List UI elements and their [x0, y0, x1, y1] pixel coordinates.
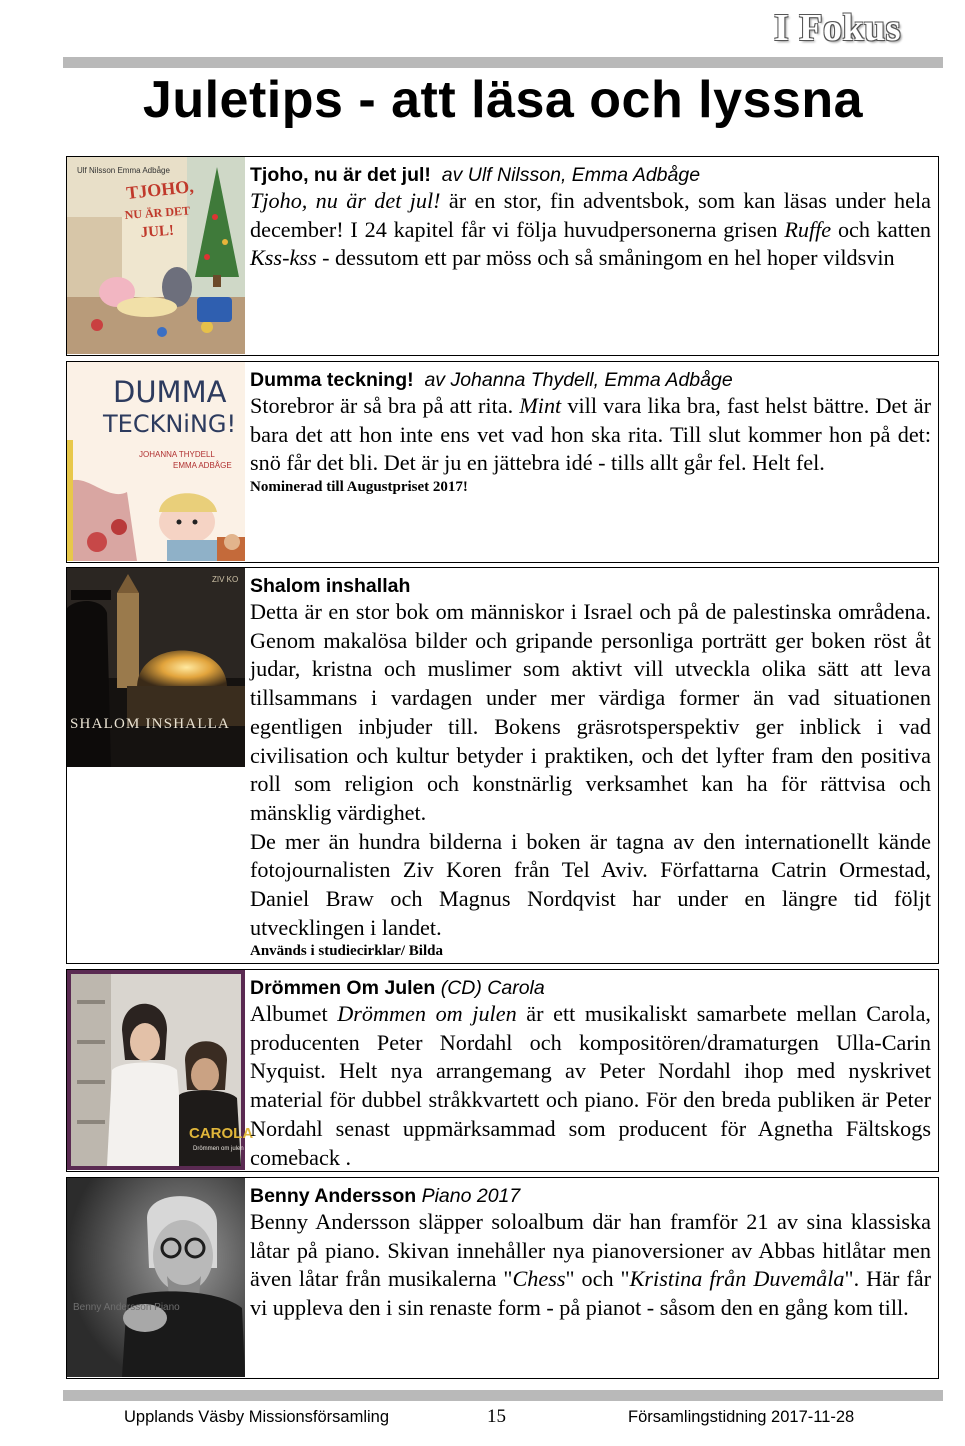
item-title: Drömmen Om Julen	[250, 977, 436, 999]
svg-text:TJOHO,: TJOHO,	[125, 176, 195, 203]
item-title: Shalom inshallah	[250, 575, 411, 597]
text-run: är ett musikaliskt samarbete mellan Carola, producenten Peter Nordahl och kompositören/dramaturgen Ulla-Carin Nyquist. Helt nya arrangemang av Peter Nordahl ihop med nyskrivet material för dubbel stråkkvartett och piano. För den breda publiken är Peter Nordahl senast uppmärksammad som producent för Agnetha Fältskogs comeback .	[250, 1001, 931, 1170]
item-content	[250, 163, 931, 273]
item-heading	[250, 163, 931, 187]
text-run: Benny Andersson släpper soloalbum där han framför 21 av sina klassiska låtar på piano. Skivan innehåller nya pianoversioner av Abbas hitlåtar men även låtar från musikalerna "	[250, 1209, 931, 1292]
page-title: Juletips - att läsa och lyssna	[142, 71, 864, 129]
item-body	[250, 1000, 931, 1172]
item-card	[66, 1177, 939, 1379]
top-rule	[63, 57, 943, 68]
page-number: 15	[487, 1406, 506, 1427]
item-heading	[250, 368, 931, 392]
item-card	[66, 156, 939, 356]
text-run: De mer än hundra bilderna i boken är tagna av den internationellt kände fotojournalisten Ziv Koren från Tel Aviv. Författarna Catrin Ormestad, Daniel Braw och Magnus Nordqvist har under en längre tid följt utvecklingen i landet.	[250, 828, 931, 940]
cover-authors-line2: EMMA ADBÅGE	[173, 461, 232, 470]
book-cover-image	[67, 362, 245, 561]
cover-title-text: SHALOM INSHALLA	[70, 716, 231, 732]
item-content	[250, 574, 931, 960]
emphasized-text: Chess	[512, 1266, 566, 1292]
item-byline: av Johanna Thydell, Emma Adbåge	[424, 369, 733, 391]
item-title: Benny Andersson	[250, 1185, 417, 1207]
album-cover-image	[67, 970, 254, 1170]
text-run: vill vara lika bra, fast helst bättre. Det är bara det att hon inte ens vet vad hon ska rita. Till slut kommer hon på det: snö får det bli. Det är ju en jättebra idé - tills allt går fel. Helt fel.	[250, 393, 931, 476]
emphasized-text: Kristina från Duvemåla	[629, 1266, 845, 1292]
text-run: Detta är en stor bok om människor i Israel och på de palestinska områdena. Genom makalösa bilder och gripande personliga porträtt ger boken röst åt judar, kristna och muslimer som aktivt vill utveckla olika sätt att leva tillsammans i vardagen under mer värdiga former än vad situationen egentligen inbjuder till. Bokens gräsrotsperspektiv ger inblick i vad civilisation och kultur betyder i praktiken, och det lyfter fram den positiva roll som religion och konstnärlig verksamhet kan ha för rättvisa och mänsklig värdighet.	[250, 599, 931, 825]
album-cover-image	[67, 1178, 245, 1377]
emphasized-text: Mint	[519, 393, 562, 418]
text-run: - dessutom ett par möss och så småningom en hel hoper vildsvin	[316, 245, 895, 271]
item-title: Tjoho, nu är det jul!	[250, 164, 431, 186]
text-run: Storebror är så bra på att rita.	[250, 393, 520, 418]
footer-left: Upplands Väsby Missionsförsamling	[124, 1408, 390, 1426]
emphasized-text: Drömmen om julen	[337, 1001, 517, 1026]
item-body	[250, 1208, 931, 1323]
item-note: Nominerad till Augustpriset 2017!	[250, 479, 468, 496]
item-card	[66, 361, 939, 563]
emphasized-text: Kss-kss	[250, 245, 317, 271]
emphasized-text: Tjoho, nu är det jul!	[250, 188, 441, 213]
item-body	[250, 392, 931, 478]
item-body	[250, 598, 931, 828]
item-byline: (CD) Carola	[440, 977, 545, 999]
item-heading	[250, 976, 931, 1000]
item-content	[250, 1184, 931, 1323]
cover-subtitle-text: Drömmen om julen	[193, 1146, 244, 1152]
item-content	[250, 368, 931, 496]
item-note: Används i studiecirklar/ Bilda	[250, 943, 443, 960]
book-cover-image	[67, 157, 245, 354]
cover-top-text: ZIV KO	[212, 575, 239, 584]
book-cover-image	[67, 568, 245, 767]
item-content	[250, 976, 931, 1172]
item-heading	[250, 1184, 931, 1208]
text-run: " och "	[565, 1266, 630, 1292]
text-run: ". Här får vi uppleva den i sin renaste form - på pianot - såsom den en gång kom till.	[250, 1266, 931, 1321]
cover-title-text: CAROLA	[189, 1125, 254, 1142]
item-body	[250, 187, 931, 273]
cover-authors-line1: JOHANNA THYDELL	[139, 450, 215, 459]
cover-author-text: Ulf Nilsson Emma Adbåge	[77, 166, 170, 175]
text-run: och katten	[831, 216, 932, 242]
item-body-continued	[250, 828, 931, 943]
cover-title-line1: DUMMA	[113, 375, 227, 409]
item-title: Dumma teckning!	[250, 369, 414, 391]
emphasized-text: Ruffe	[784, 216, 832, 242]
item-byline: av Ulf Nilsson, Emma Adbåge	[441, 164, 701, 186]
svg-text:NU ÄR DET: NU ÄR DET	[124, 203, 191, 222]
section-tag: I Fokus	[773, 7, 901, 49]
item-byline: Piano 2017	[421, 1185, 521, 1207]
item-card	[66, 567, 939, 964]
item-card	[66, 969, 939, 1172]
text-run: Albumet	[250, 1001, 338, 1026]
bottom-rule	[63, 1390, 943, 1401]
svg-text:JUL!: JUL!	[140, 222, 175, 241]
text-run: är en stor, fin adventsbok, som kan läsas under hela december! I 24 kapitel får vi följa huvudpersonerna grisen	[250, 188, 931, 242]
item-heading	[250, 574, 931, 598]
footer-right: Församlingstidning 2017-11-28	[628, 1408, 855, 1426]
cover-title-text: Benny Andersson Piano	[73, 1302, 180, 1313]
cover-title-line2: TECKNiNG!	[103, 410, 237, 438]
